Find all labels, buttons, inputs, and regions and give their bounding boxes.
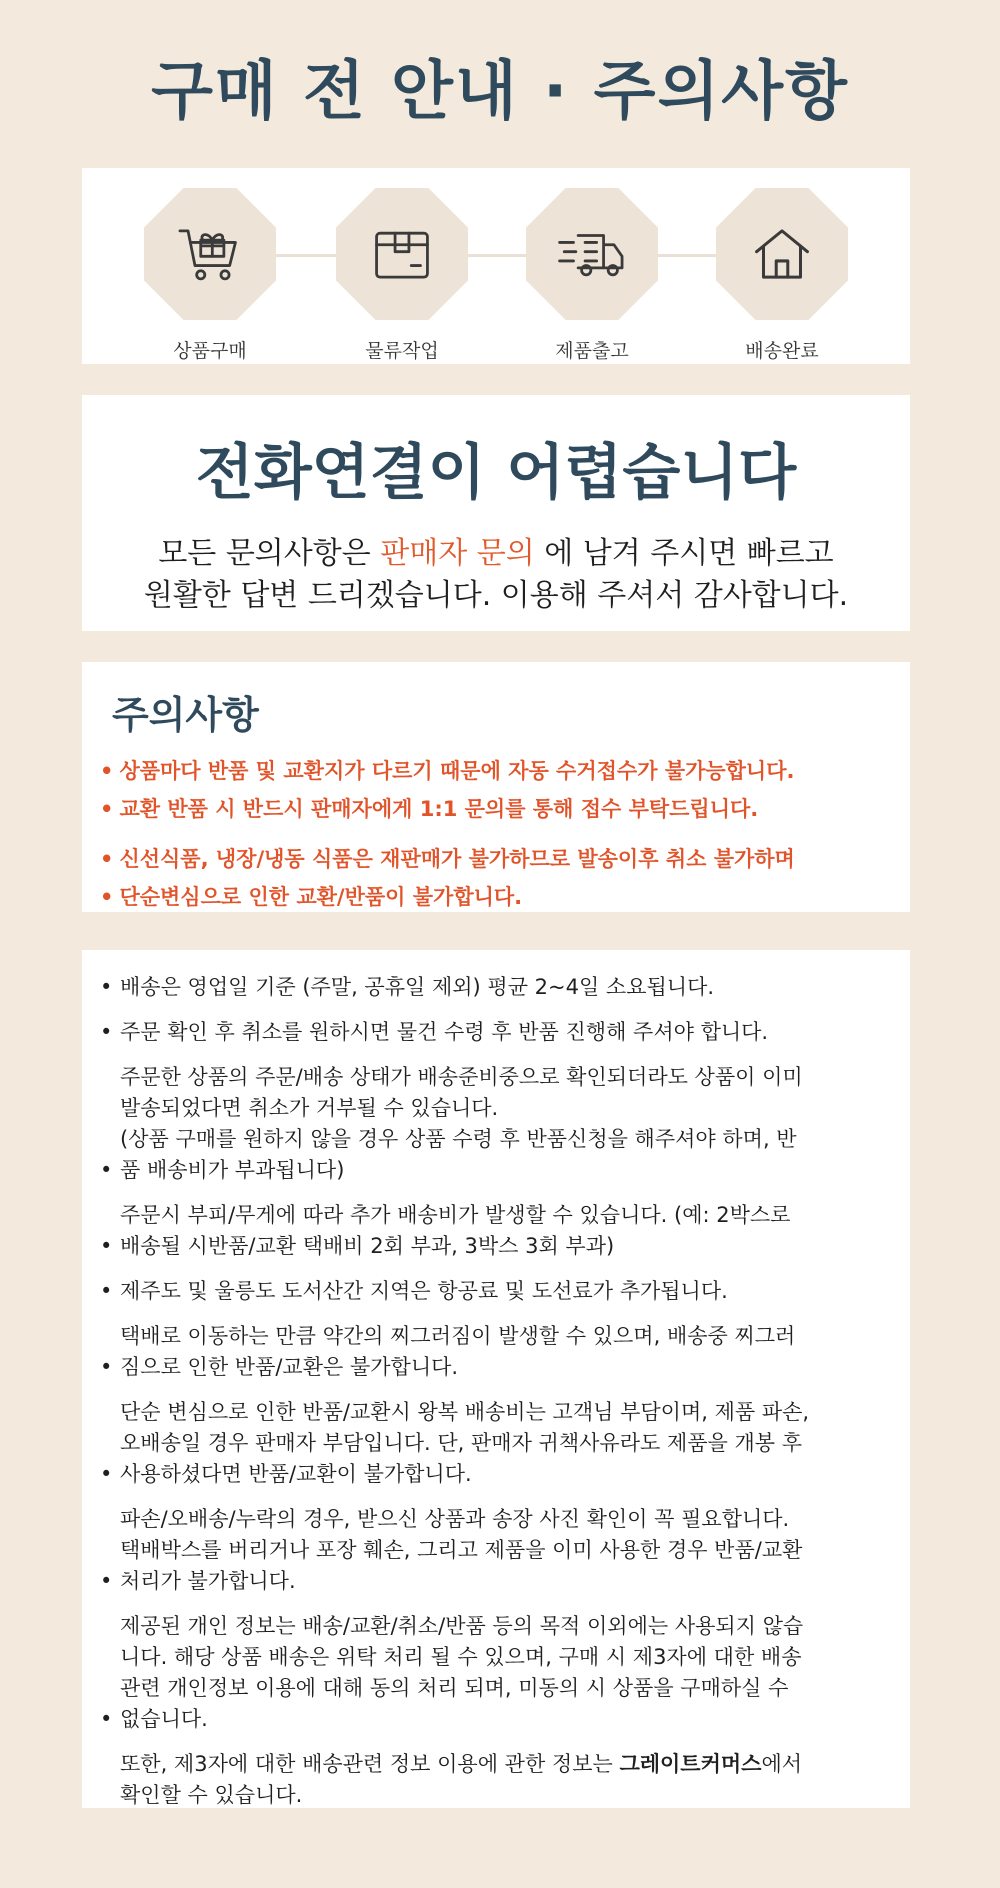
- caution-list: [100, 752, 795, 916]
- info-item: [100, 1397, 809, 1490]
- notice-body: [82, 533, 910, 617]
- notice-title: 전화연결이 어렵습니다: [195, 438, 797, 508]
- info-line: • 제주도 및 울릉도 도서산간 지역은 항공료 및 도선료가 추가됩니다.: [120, 1279, 728, 1303]
- notice-line-2: 원활한 답변 드리겠습니다. 이용해 주셔서 감사합니다.: [143, 578, 849, 613]
- home-icon: [716, 188, 848, 320]
- step-label: 상품구매: [173, 340, 247, 362]
- info-line: 발송되었다면 취소가 거부될 수 있습니다.: [120, 1096, 499, 1120]
- step-label: 배송완료: [745, 340, 819, 362]
- step-shipping: [522, 188, 662, 363]
- info-line: • 주문한 상품의 주문/배송 상태가 배송준비중으로 확인되더라도 상품이 이미: [120, 1065, 803, 1089]
- info-line: 니다. 해당 상품 배송은 위탁 처리 될 수 있으며, 구매 시 제3자에 대한 배송: [120, 1645, 802, 1669]
- caution-item: • 상품마다 반품 및 교환지가 다르기 때문에 자동 수거접수가 불가능합니다.: [100, 752, 795, 790]
- brand-name: 그레이트커머스: [619, 1752, 762, 1776]
- seller-inquiry-link[interactable]: 판매자 문의: [380, 536, 535, 571]
- info-item: [100, 1611, 809, 1735]
- info-line: • 배송은 영업일 기준 (주말, 공휴일 제외) 평균 2~4일 소요됩니다.: [120, 975, 715, 999]
- info-line: • 택배로 이동하는 만큼 약간의 찌그러짐이 발생할 수 있으며, 배송중 찌그러: [120, 1324, 796, 1348]
- step-label: 제품출고: [555, 340, 629, 362]
- info-item: [100, 1276, 809, 1307]
- steps-connector-line: [202, 254, 790, 257]
- info-item: [100, 1062, 809, 1186]
- info-text: 또한, 제3자에 대한 배송관련 정보 이용에 관한 정보는: [120, 1752, 620, 1776]
- info-line: [120, 1749, 809, 1780]
- info-line: • 주문시 부피/무게에 따라 추가 배송비가 발생할 수 있습니다. (예: 2박스로: [120, 1203, 791, 1227]
- info-line: 없습니다.: [120, 1707, 208, 1731]
- shipping-info-card: [82, 950, 910, 1808]
- notice-line-1: [82, 533, 910, 575]
- info-line: 오배송일 경우 판매자 부담입니다. 단, 판매자 귀책사유라도 제품을 개봉 후: [120, 1431, 803, 1455]
- info-line: 택배박스를 버리거나 포장 훼손, 그리고 제품을 이미 사용한 경우 반품/교환: [120, 1538, 803, 1562]
- info-line: (상품 구매를 원하지 않을 경우 상품 수령 후 반품신청을 해주셔야 하며, 반: [120, 1127, 797, 1151]
- info-line: 사용하셨다면 반품/교환이 불가합니다.: [120, 1462, 472, 1486]
- info-line: • 제공된 개인 정보는 배송/교환/취소/반품 등의 목적 이외에는 사용되지 않습: [120, 1614, 804, 1638]
- caution-item: • 신선식품, 냉장/냉동 식품은 재판매가 불가하므로 발송이후 취소 불가하며: [100, 840, 795, 878]
- info-item: [100, 972, 809, 1003]
- info-line: • 주문 확인 후 취소를 원하시면 물건 수령 후 반품 진행해 주셔야 합니다.: [120, 1020, 769, 1044]
- info-item: [100, 1504, 809, 1597]
- info-line: 관련 개인정보 이용에 대해 동의 처리 되며, 미동의 시 상품을 구매하실 수: [120, 1676, 789, 1700]
- caution-item: • 교환 반품 시 반드시 판매자에게 1:1 문의를 통해 접수 부탁드립니다.: [100, 790, 795, 828]
- info-line: • 단순 변심으로 인한 반품/교환시 왕복 배송비는 고객님 부담이며, 제품 파손,: [120, 1400, 810, 1424]
- info-line: 배송될 시반품/교환 택배비 2회 부과, 3박스 3회 부과): [120, 1234, 615, 1258]
- notice-text: 에 남겨 주시면 빠르고: [534, 536, 834, 571]
- page-title: 구매 전 안내 · 주의사항: [151, 55, 849, 129]
- caution-item: • 단순변심으로 인한 교환/반품이 불가합니다.: [100, 878, 795, 916]
- info-line: 짐으로 인한 반품/교환은 불가합니다.: [120, 1355, 459, 1379]
- caution-title: 주의사항: [112, 693, 259, 737]
- info-line: 확인할 수 있습니다.: [120, 1783, 303, 1807]
- info-item: [100, 1017, 809, 1048]
- cart-gift-icon: [144, 188, 276, 320]
- info-line: 품 배송비가 부과됩니다): [120, 1158, 345, 1182]
- info-item: [100, 1200, 809, 1262]
- step-logistics: [332, 188, 472, 363]
- notice-text: 모든 문의사항은: [158, 536, 381, 571]
- box-icon: [336, 188, 468, 320]
- step-delivered: [712, 188, 852, 363]
- process-steps-card: [82, 168, 910, 364]
- delivery-truck-icon: [526, 188, 658, 320]
- info-item: [100, 1321, 809, 1383]
- info-item-last: [100, 1749, 809, 1811]
- shipping-info-list: [100, 958, 809, 1811]
- caution-card: [82, 662, 910, 912]
- info-line: • 파손/오배송/누락의 경우, 받으신 상품과 송장 사진 확인이 꼭 필요합니다.: [120, 1507, 790, 1531]
- step-label: 물류작업: [365, 340, 439, 362]
- info-text: 에서: [761, 1752, 803, 1776]
- step-purchase: [140, 188, 280, 363]
- info-line: 처리가 불가합니다.: [120, 1569, 296, 1593]
- phone-notice-card: [82, 395, 910, 631]
